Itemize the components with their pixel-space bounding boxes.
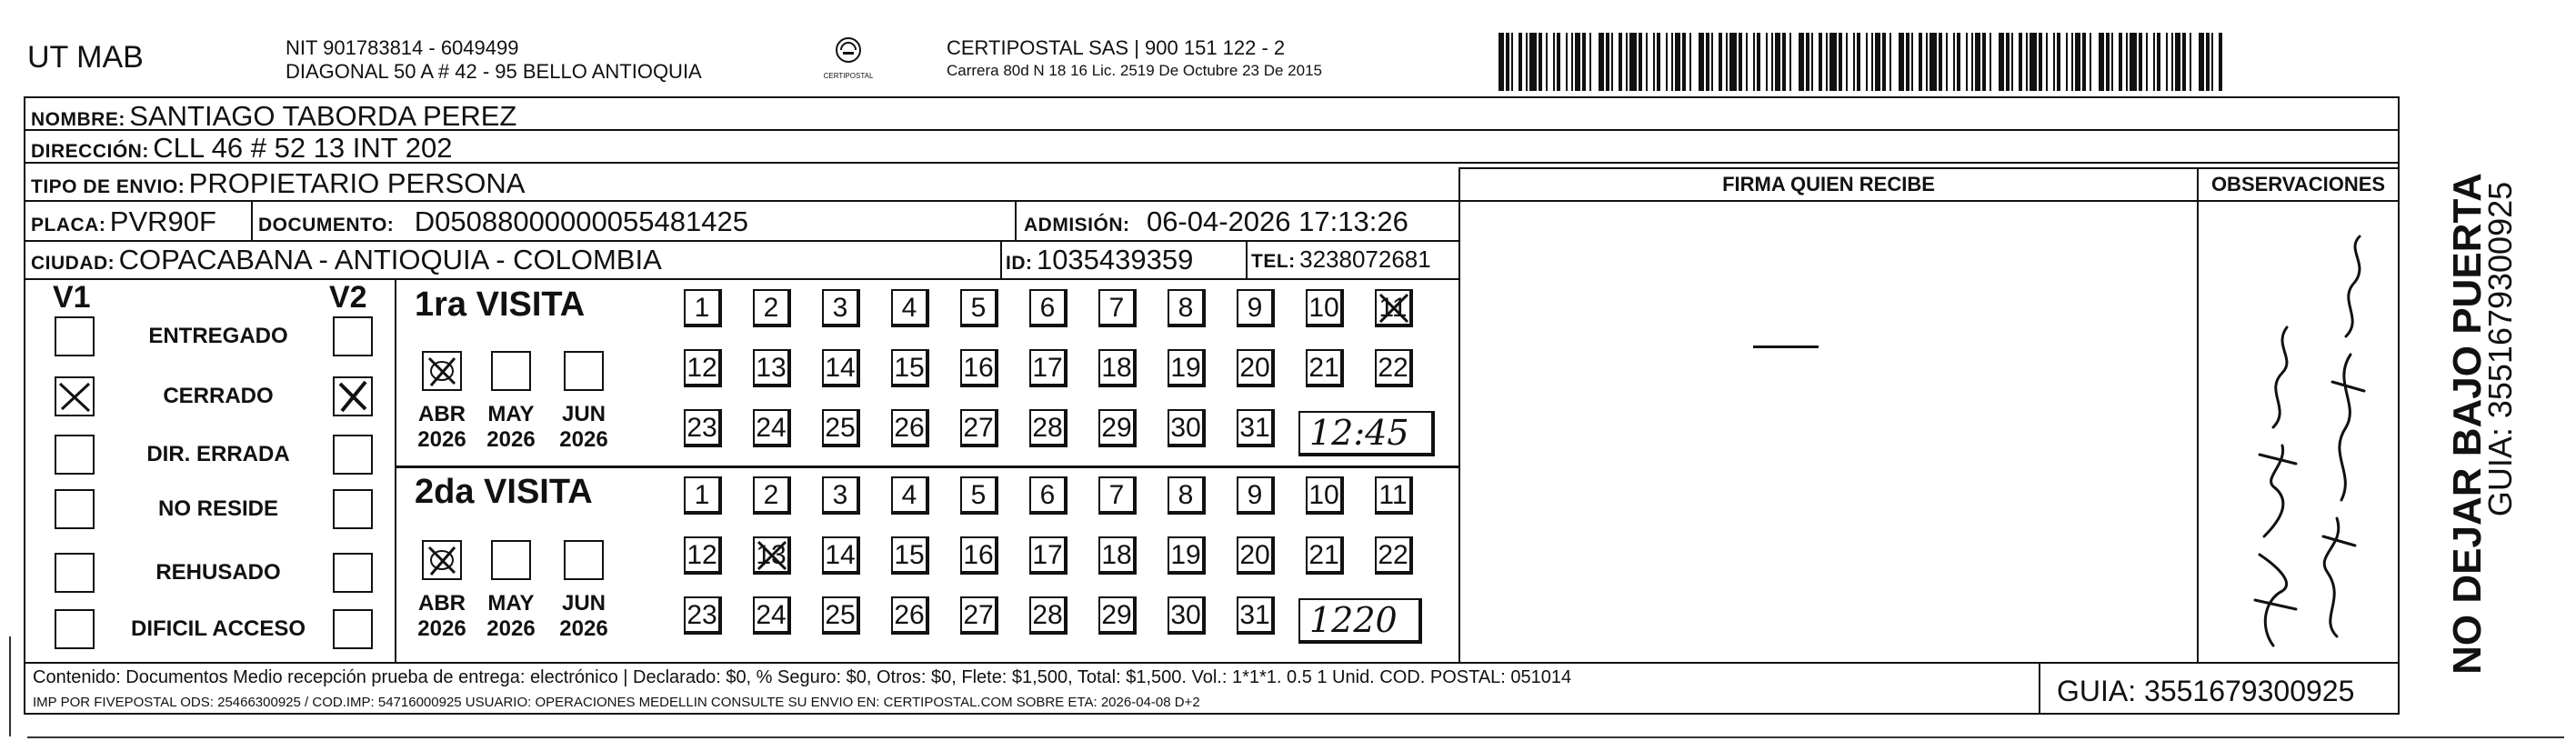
second-visit-day[interactable]: 19	[1168, 536, 1206, 575]
first-visit-day[interactable]: 19	[1168, 349, 1206, 387]
second-visit-day[interactable]: 28	[1029, 596, 1067, 635]
barcode-bar	[1826, 33, 1828, 91]
first-visit-day[interactable]: 13	[753, 349, 791, 387]
first-visit-day[interactable]: 29	[1098, 409, 1137, 447]
month-label	[556, 591, 611, 642]
v2-checkbox[interactable]	[333, 316, 373, 356]
first-visit-day[interactable]: 1	[684, 289, 722, 327]
v2-checkbox[interactable]	[333, 609, 373, 649]
tel-value: 3238072681	[1299, 245, 1431, 273]
barcode-bar	[1926, 33, 1928, 91]
second-visit-day[interactable]: 25	[822, 596, 860, 635]
col-divider	[1015, 202, 1017, 240]
v1-checkbox[interactable]	[55, 609, 95, 649]
first-visit-title: 1ra VISITA	[415, 285, 586, 324]
first-visit-day[interactable]: 15	[891, 349, 929, 387]
barcode-bar	[2139, 33, 2142, 91]
barcode-bar	[1719, 33, 1722, 91]
bottom-line	[27, 736, 2564, 738]
second-visit-time-box	[1298, 598, 1422, 644]
second-visit-day[interactable]: 6	[1029, 476, 1067, 515]
status-label: REHUSADO	[155, 560, 281, 585]
barcode-bar	[2006, 33, 2010, 91]
barcode-bar	[1729, 33, 1737, 91]
barcode-bar	[1498, 33, 1504, 91]
barcode-bar	[1639, 33, 1642, 91]
barcode-bar	[1990, 33, 1991, 91]
day-cross-mark	[753, 536, 791, 579]
second-visit-day[interactable]: 17	[1029, 536, 1067, 575]
second-visit-day[interactable]: 2	[753, 476, 791, 515]
nit: NIT 901783814 - 6049499	[286, 36, 519, 59]
barcode-bar	[1575, 33, 1580, 91]
second-visit-day[interactable]: 18	[1098, 536, 1137, 575]
contenido-text: Contenido: Documentos Medio recepción prueba de entrega: electrónico | Declarado: $0, % Seguro: $0, Otros: $0, Flete: $1,500, Total: $1,500. Vol.: 1*1*1. 0.5 1 Unid. COD. POSTAL: 051014	[33, 667, 1572, 687]
month-label	[415, 591, 469, 642]
first-visit-day[interactable]: 26	[891, 409, 929, 447]
first-visit-day[interactable]: 28	[1029, 409, 1067, 447]
ciudad-row	[31, 244, 662, 276]
second-visit-day[interactable]: 4	[891, 476, 929, 515]
v2-checkbox[interactable]	[333, 489, 373, 529]
col-divider	[251, 202, 253, 240]
barcode-bar	[1811, 33, 1813, 91]
placa-value: PVR90F	[109, 205, 216, 237]
barcode-bar	[2199, 33, 2204, 91]
barcode-bar	[1657, 33, 1660, 91]
direccion-row	[31, 132, 452, 165]
second-visit-day[interactable]: 3	[822, 476, 860, 515]
barcode-bar	[1911, 33, 1913, 91]
barcode-bar	[2146, 33, 2148, 91]
first-visit-day[interactable]: 3	[822, 289, 860, 327]
barcode-bar	[1971, 33, 1973, 91]
barcode-bar	[1929, 33, 1937, 91]
barcode-bar	[1599, 33, 1604, 91]
row-divider	[24, 662, 2400, 664]
barcode-bar	[1846, 33, 1848, 91]
barcode-bar	[1519, 33, 1522, 91]
admision-label: ADMISIÓN:	[1024, 215, 1130, 235]
barcode-bar	[1606, 33, 1609, 91]
barcode-bar	[1953, 33, 1955, 91]
second-visit-day[interactable]: 22	[1375, 536, 1413, 575]
certipostal-logo	[821, 36, 876, 82]
barcode-bar	[2057, 33, 2060, 91]
side-guia: GUIA: 3551679300925	[2481, 181, 2519, 517]
first-visit-day[interactable]: 30	[1168, 409, 1206, 447]
side-no-dejar: NO DEJAR BAJO PUERTA	[2445, 173, 2490, 675]
v1-checkbox[interactable]	[55, 316, 95, 356]
first-visit-day[interactable]: 14	[822, 349, 860, 387]
barcode-bar	[1875, 33, 1880, 91]
month-year: 2026	[486, 616, 536, 641]
v2-checkbox[interactable]	[333, 376, 373, 416]
barcode-bar	[1806, 33, 1809, 91]
barcode-bar	[1529, 33, 1537, 91]
direccion-label: DIRECCIÓN:	[31, 141, 149, 162]
second-visit-day[interactable]: 14	[822, 536, 860, 575]
col-divider	[1458, 167, 1460, 664]
barcode-bar	[1571, 33, 1573, 91]
company-name: UT MAB	[27, 40, 144, 75]
barcode	[1498, 33, 2222, 91]
barcode-bar	[1557, 33, 1560, 91]
second-visit-day[interactable]: 26	[891, 596, 929, 635]
first-visit-day[interactable]: 12	[684, 349, 722, 387]
certipostal-line2: Carrera 80d N 18 16 Lic. 2519 De Octubre 23 De 2015	[947, 62, 1322, 79]
barcode-bar	[2066, 33, 2068, 91]
barcode-bar	[1871, 33, 1873, 91]
col-divider	[2197, 167, 2199, 664]
observaciones-header: OBSERVACIONES	[2210, 173, 2386, 195]
first-visit-day[interactable]: 2	[753, 289, 791, 327]
barcode-bar	[1857, 33, 1860, 91]
tipo-envio-value: PROPIETARIO PERSONA	[188, 167, 526, 199]
barcode-bar	[1699, 33, 1704, 91]
col-divider	[395, 278, 396, 664]
barcode-bar	[1706, 33, 1709, 91]
barcode-bar	[1526, 33, 1528, 91]
barcode-bar	[2175, 33, 2180, 91]
admision-row	[1024, 205, 1408, 238]
certipostal-line1: CERTIPOSTAL SAS | 900 151 122 - 2	[947, 36, 1286, 59]
id-value: 1035439359	[1036, 244, 1194, 275]
id-label: ID:	[1006, 253, 1033, 274]
nombre-value: SANTIAGO TABORDA PEREZ	[129, 100, 517, 132]
barcode-bar	[2111, 33, 2113, 91]
ciudad-label: CIUDAD:	[31, 253, 115, 274]
barcode-bar	[2011, 33, 2013, 91]
status-label: CERRADO	[163, 384, 274, 408]
month-checkbox[interactable]	[564, 351, 604, 391]
barcode-bar	[1906, 33, 1909, 91]
first-visit-day[interactable]: 27	[960, 409, 998, 447]
v2-label: V2	[329, 280, 367, 315]
barcode-bar	[1999, 33, 2004, 91]
check-mark-icon	[56, 378, 93, 415]
barcode-bar	[1582, 33, 1586, 91]
first-visit-day[interactable]: 7	[1098, 289, 1137, 327]
barcode-bar	[1553, 33, 1555, 91]
first-visit-day[interactable]: 9	[1237, 289, 1275, 327]
second-visit-day[interactable]: 12	[684, 536, 722, 575]
row-divider	[24, 240, 1460, 242]
barcode-bar	[1539, 33, 1542, 91]
second-visit-day[interactable]: 20	[1237, 536, 1275, 575]
v1-checkbox[interactable]	[55, 489, 95, 529]
barcode-bar	[2130, 33, 2137, 91]
month-name: ABR	[418, 591, 466, 616]
documento-row	[258, 205, 748, 238]
barcode-bar	[1653, 33, 1655, 91]
barcode-bar	[1746, 33, 1748, 91]
status-label: ENTREGADO	[148, 324, 288, 348]
col-divider	[1246, 242, 1248, 278]
barcode-bar	[1753, 33, 1755, 91]
footer-guia: GUIA: 3551679300925	[2057, 675, 2355, 707]
barcode-bar	[2126, 33, 2128, 91]
month-label	[415, 402, 469, 453]
v1-label: V1	[53, 280, 91, 315]
barcode-bar	[1671, 33, 1673, 91]
second-visit-day[interactable]: 8	[1168, 476, 1206, 515]
second-visit-day[interactable]: 15	[891, 536, 929, 575]
barcode-bar	[1619, 33, 1622, 91]
month-year: 2026	[417, 427, 466, 452]
month-label	[484, 402, 538, 453]
second-visit-title: 2da VISITA	[415, 473, 593, 511]
imp-text: IMP POR FIVEPOSTAL ODS: 25466300925 / COD.IMP: 54716000925 USUARIO: OPERACIONES MEDELLIN CONSULTE SU ENVIO EN: CERTIPOSTAL.COM SOBRE ETA: 2026-04-08 D+2	[33, 695, 1200, 710]
certipostal-logo-icon	[830, 36, 867, 67]
day-cross-mark	[1375, 289, 1413, 332]
month-name: MAY	[487, 402, 535, 426]
check-mark-icon	[335, 378, 371, 415]
row-divider	[395, 466, 1458, 468]
barcode-bar	[2206, 33, 2210, 91]
barcode-bar	[1689, 33, 1691, 91]
barcode-bar	[2075, 33, 2080, 91]
second-visit-day[interactable]: 10	[1306, 476, 1344, 515]
barcode-bar	[1889, 33, 1891, 91]
month-name: MAY	[487, 591, 535, 616]
barcode-bar	[2106, 33, 2110, 91]
barcode-bar	[1882, 33, 1886, 91]
documento-label: DOCUMENTO:	[258, 215, 395, 235]
barcode-bar	[2053, 33, 2055, 91]
tipo-envio-row	[31, 167, 525, 200]
month-label	[556, 402, 611, 453]
second-visit-day[interactable]: 31	[1237, 596, 1275, 635]
barcode-bar	[1566, 33, 1568, 91]
barcode-bar	[1957, 33, 1960, 91]
logo-text: CERTIPOSTAL	[823, 72, 874, 80]
tel-label: TEL:	[1251, 251, 1296, 272]
col-divider	[2039, 664, 2040, 715]
barcode-bar	[2219, 33, 2222, 91]
barcode-bar	[1819, 33, 1822, 91]
barcode-bar	[2046, 33, 2048, 91]
month-checkbox[interactable]	[491, 540, 531, 580]
check-mark-icon	[424, 353, 460, 389]
month-checkbox[interactable]	[422, 351, 462, 391]
first-visit-day[interactable]: 11	[1375, 289, 1413, 327]
first-visit-time: 12:45	[1309, 413, 1409, 453]
month-checkbox[interactable]	[491, 351, 531, 391]
month-label	[484, 591, 538, 642]
barcode-bar	[1853, 33, 1855, 91]
second-visit-day[interactable]: 9	[1237, 476, 1275, 515]
barcode-bar	[1546, 33, 1548, 91]
first-visit-day[interactable]: 25	[822, 409, 860, 447]
v2-checkbox[interactable]	[333, 553, 373, 593]
placa-label: PLACA:	[31, 215, 106, 235]
month-name: ABR	[418, 402, 466, 426]
month-year: 2026	[417, 616, 466, 641]
barcode-bar	[2211, 33, 2213, 91]
status-label: DIFICIL ACCESO	[130, 616, 306, 641]
placa-row	[31, 205, 216, 238]
status-label: NO RESIDE	[157, 496, 279, 521]
barcode-bar	[1757, 33, 1760, 91]
barcode-bar	[1511, 33, 1513, 91]
second-visit-day[interactable]: 23	[684, 596, 722, 635]
nombre-label: NOMBRE:	[31, 109, 125, 130]
first-visit-day[interactable]: 8	[1168, 289, 1206, 327]
v1-checkbox[interactable]	[55, 553, 95, 593]
row-divider	[1460, 200, 2400, 202]
barcode-bar	[1589, 33, 1591, 91]
barcode-bar	[2182, 33, 2186, 91]
barcode-bar	[1646, 33, 1648, 91]
barcode-bar	[1966, 33, 1968, 91]
cross-mark-icon	[753, 536, 791, 575]
first-visit-day[interactable]: 16	[960, 349, 998, 387]
first-visit-day[interactable]: 21	[1306, 349, 1344, 387]
month-checkbox[interactable]	[564, 540, 604, 580]
barcode-bar	[2082, 33, 2086, 91]
barcode-bar	[2026, 33, 2028, 91]
second-visit-day[interactable]: 11	[1375, 476, 1413, 515]
barcode-bar	[1939, 33, 1942, 91]
barcode-bar	[1839, 33, 1842, 91]
address: DIAGONAL 50 A # 42 - 95 BELLO ANTIOQUIA	[286, 60, 702, 83]
first-visit-day[interactable]: 22	[1375, 349, 1413, 387]
second-visit-day[interactable]: 29	[1098, 596, 1137, 635]
second-visit-time: 1220	[1309, 600, 1398, 640]
month-year: 2026	[559, 616, 608, 641]
direccion-value: CLL 46 # 52 13 INT 202	[153, 132, 453, 164]
barcode-bar	[1975, 33, 1980, 91]
v2-checkbox[interactable]	[333, 435, 373, 475]
first-visit-day[interactable]: 6	[1029, 289, 1067, 327]
month-year: 2026	[559, 427, 608, 452]
barcode-bar	[1829, 33, 1837, 91]
first-visit-day[interactable]: 17	[1029, 349, 1067, 387]
ciudad-value: COPACABANA - ANTIOQUIA - COLOMBIA	[118, 244, 662, 275]
second-visit-day[interactable]: 7	[1098, 476, 1137, 515]
nombre-row	[31, 100, 516, 133]
second-visit-day[interactable]: 1	[684, 476, 722, 515]
documento-value: D05088000000055481425	[414, 205, 748, 237]
first-visit-day[interactable]: 18	[1098, 349, 1137, 387]
second-visit-day[interactable]: 30	[1168, 596, 1206, 635]
row-divider	[24, 278, 1460, 280]
barcode-bar	[1766, 33, 1768, 91]
barcode-bar	[2090, 33, 2091, 91]
left-mark	[9, 636, 11, 736]
barcode-bar	[2157, 33, 2160, 91]
first-visit-day[interactable]: 31	[1237, 409, 1275, 447]
first-visit-day[interactable]: 10	[1306, 289, 1344, 327]
barcode-bar	[1675, 33, 1680, 91]
barcode-bar	[1946, 33, 1948, 91]
id-row	[1006, 244, 1193, 276]
barcode-bar	[2019, 33, 2022, 91]
v1-checkbox[interactable]	[55, 376, 95, 416]
first-visit-day[interactable]: 24	[753, 409, 791, 447]
barcode-bar	[2030, 33, 2037, 91]
col-divider	[2398, 167, 2400, 664]
barcode-bar	[1866, 33, 1868, 91]
second-visit-day[interactable]: 24	[753, 596, 791, 635]
barcode-bar	[1506, 33, 1509, 91]
second-visit-day[interactable]: 21	[1306, 536, 1344, 575]
barcode-bar	[2071, 33, 2073, 91]
first-visit-day[interactable]: 23	[684, 409, 722, 447]
barcode-bar	[1899, 33, 1904, 91]
barcode-bar	[1726, 33, 1728, 91]
tipo-envio-label: TIPO DE ENVIO:	[31, 176, 185, 197]
admision-value: 06-04-2026 17:13:26	[1146, 205, 1408, 237]
month-checkbox[interactable]	[422, 540, 462, 580]
barcode-bar	[2166, 33, 2168, 91]
first-visit-day[interactable]: 4	[891, 289, 929, 327]
firma-header: FIRMA QUIEN RECIBE	[1722, 173, 1935, 195]
barcode-svg	[1498, 33, 2222, 91]
barcode-bar	[1919, 33, 1922, 91]
month-year: 2026	[486, 427, 536, 452]
barcode-bar	[1775, 33, 1780, 91]
barcode-bar	[1771, 33, 1773, 91]
second-visit-day[interactable]: 27	[960, 596, 998, 635]
row-divider	[1460, 167, 2400, 169]
barcode-bar	[1666, 33, 1668, 91]
second-visit-day[interactable]: 13	[753, 536, 791, 575]
status-label: DIR. ERRADA	[146, 442, 290, 466]
first-visit-day[interactable]: 5	[960, 289, 998, 327]
v1-checkbox[interactable]	[55, 435, 95, 475]
tel-row	[1251, 245, 1431, 274]
barcode-bar	[2153, 33, 2155, 91]
barcode-bar	[1682, 33, 1686, 91]
month-name: JUN	[561, 591, 606, 616]
month-name: JUN	[561, 402, 606, 426]
check-mark-icon	[424, 542, 460, 578]
barcode-bar	[1611, 33, 1613, 91]
cross-mark-icon	[1375, 289, 1413, 327]
barcode-bar	[1626, 33, 1628, 91]
barcode-bar	[1789, 33, 1791, 91]
first-visit-time-box	[1298, 411, 1435, 456]
first-visit-day[interactable]: 20	[1237, 349, 1275, 387]
barcode-bar	[1982, 33, 1986, 91]
barcode-bar	[1629, 33, 1637, 91]
col-divider	[1000, 242, 1002, 278]
row-divider	[24, 200, 1460, 202]
observation-handwriting	[2210, 227, 2391, 655]
barcode-bar	[1799, 33, 1804, 91]
barcode-bar	[2099, 33, 2104, 91]
barcode-bar	[1711, 33, 1713, 91]
second-visit-day[interactable]: 16	[960, 536, 998, 575]
handwriting-svg	[2210, 227, 2391, 655]
signature-mark	[1753, 345, 1819, 348]
barcode-bar	[2171, 33, 2173, 91]
barcode-bar	[1782, 33, 1786, 91]
barcode-bar	[2190, 33, 2191, 91]
barcode-bar	[2119, 33, 2122, 91]
barcode-bar	[1739, 33, 1742, 91]
second-visit-day[interactable]: 5	[960, 476, 998, 515]
barcode-bar	[2039, 33, 2042, 91]
